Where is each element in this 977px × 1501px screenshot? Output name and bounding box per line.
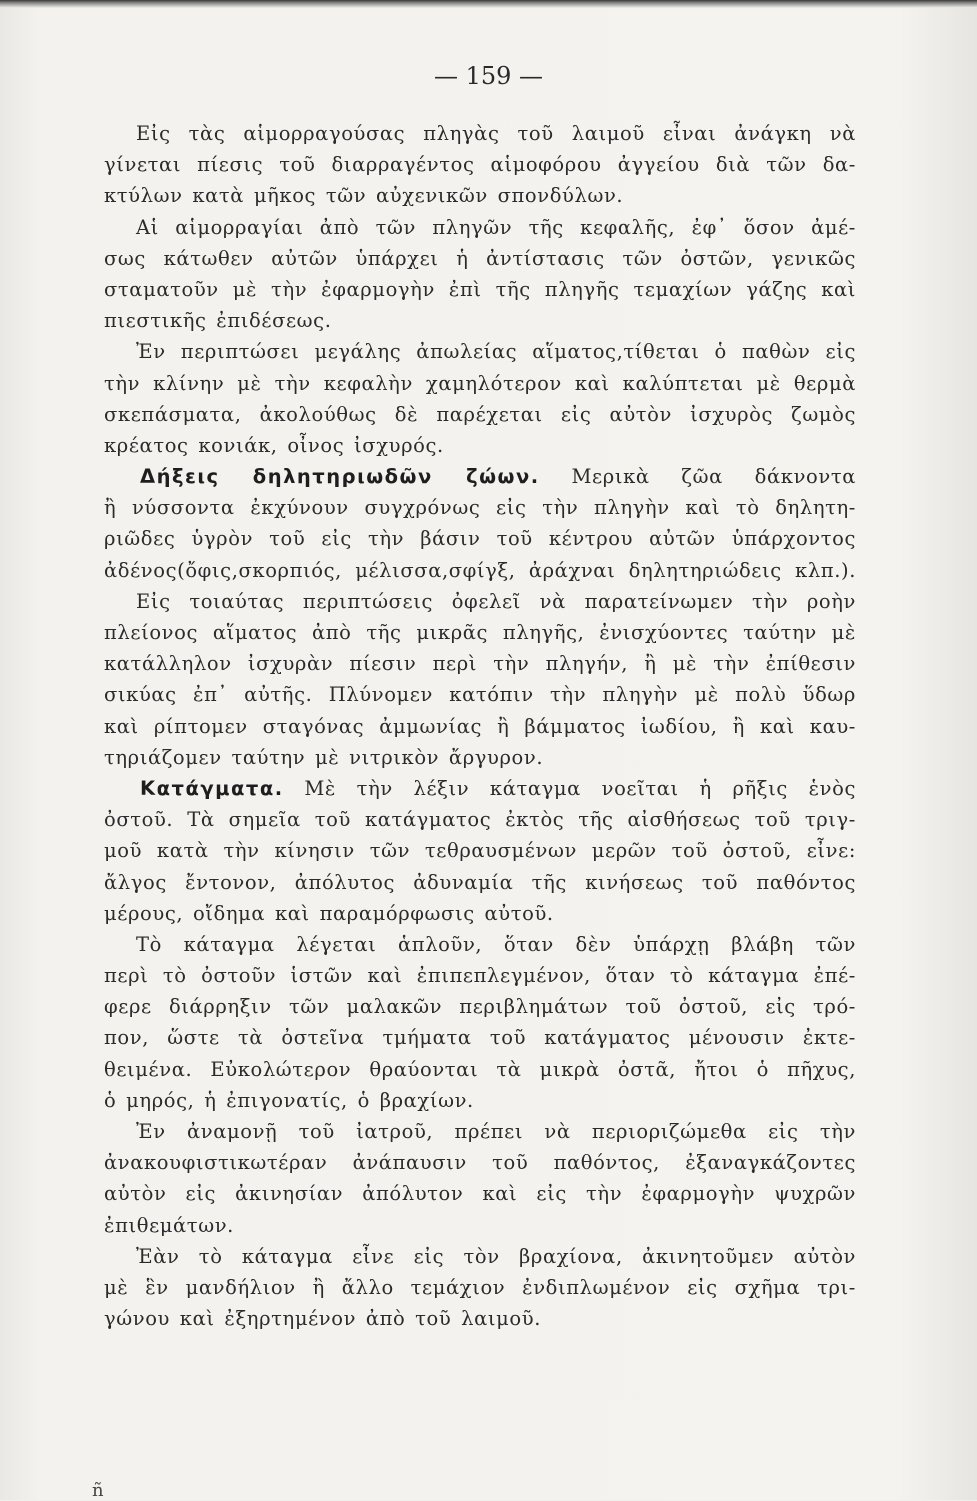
text-line: κτύλων κατὰ μῆκος τῶν αὐχενικῶν σπονδύλων. bbox=[104, 184, 624, 208]
text-line: σκεπάσματα, ἀκολούθως δὲ παρέχεται εἰς αὐτὸν ἰσχυρὸς ζωμὸς bbox=[104, 402, 856, 426]
text-line: κρέατος κονιάκ, οἶνος ἰσχυρός. bbox=[104, 433, 444, 457]
text-line: ριῶδες ὑγρὸν τοῦ εἰς τὴν βάσιν τοῦ κέντρου αὐτῶν ὑπάρχοντος bbox=[104, 527, 856, 551]
text-line: Ἐν ἀναμονῇ τοῦ ἰατροῦ, πρέπει νὰ περιοριζώμεθα εἰς τὴν bbox=[136, 1120, 856, 1143]
section-heading-bites: Δήξεις δηλητηριωδῶν ζώων. bbox=[140, 465, 540, 489]
text-line: πιεστικῆς ἐπιδέσεως. bbox=[104, 309, 332, 333]
text-line: γίνεται πίεσις τοῦ διαρραγέντος αἱμοφόρου ἀγγείου διὰ τῶν δα- bbox=[104, 153, 856, 177]
text-line: περὶ τὸ ὀστοῦν ἱστῶν καὶ ἐπιπεπλεγμένον, ὅταν τὸ κάταγμα ἐπέ- bbox=[104, 964, 856, 988]
heading-line bbox=[104, 773, 856, 804]
text-line: μὲ ἓν μανδήλιον ἢ ἄλλο τεμάχιον ἐνδιπλωμένον εἰς σχῆμα τρι- bbox=[104, 1275, 856, 1299]
text-run: Μὲ τὴν λέξιν κάταγμα νοεῖται ἡ ρῆξις ἑνὸς bbox=[304, 776, 856, 800]
footer-mark: ñ bbox=[92, 1480, 104, 1501]
text-line: φερε διάρρηξιν τῶν μαλακῶν περιβλημάτων τοῦ ὀστοῦ, εἰς τρό- bbox=[104, 995, 856, 1019]
text-line: ἀδένος(ὄφις,σκορπιός, μέλισσα,σφίγξ, ἀράχναι δηλητηριώδεις κλπ.). bbox=[104, 558, 856, 582]
body-text bbox=[104, 118, 856, 1334]
text-line: μοῦ κατὰ τὴν κίνησιν τῶν τεθραυσμένων μερῶν τοῦ ὀστοῦ, εἶνε: bbox=[104, 839, 856, 863]
page-number: — 159 — bbox=[433, 62, 544, 90]
text-line: ἀνακουφιστικωτέραν ἀνάπαυσιν τοῦ παθόντος, ἐξαναγκάζοντες bbox=[104, 1151, 856, 1175]
text-line: Αἱ αἱμορραγίαι ἀπὸ τῶν πληγῶν τῆς κεφαλῆς, ἐφ᾽ ὅσον ἀμέ- bbox=[136, 215, 856, 239]
text-line: Τὸ κάταγμα λέγεται ἁπλοῦν, ὅταν δὲν ὑπάρχῃ βλάβη τῶν bbox=[136, 932, 856, 956]
text-line: θειμένα. Εὐκολώτερον θραύονται τὰ μικρὰ ὀστᾶ, ἤτοι ὁ πῆχυς, bbox=[104, 1057, 856, 1081]
page-top-edge bbox=[0, 0, 977, 8]
text-line: αὐτὸν εἰς ἀκινησίαν ἀπόλυτον καὶ εἰς τὴν ἐφαρμογὴν ψυχρῶν bbox=[104, 1182, 856, 1206]
text-line: Εἰς τὰς αἱμορραγούσας πληγὰς τοῦ λαιμοῦ εἶναι ἀνάγκη νὰ bbox=[136, 122, 856, 145]
text-line: ἐπιθεμάτων. bbox=[104, 1213, 234, 1237]
text-line: Ἐν περιπτώσει μεγάλης ἀπωλείας αἵματος,τίθεται ὁ παθὼν εἰς bbox=[136, 340, 856, 364]
heading-line bbox=[104, 461, 856, 492]
section-heading-fractures: Κατάγματα. bbox=[140, 776, 284, 800]
text-line: ὀστοῦ. Τὰ σημεῖα τοῦ κατάγματος ἐκτὸς τῆς αἰσθήσεως τοῦ τριγ- bbox=[104, 808, 856, 832]
text-line: ἄλγος ἔντονον, ἀπόλυτος ἀδυναμία τῆς κινήσεως τοῦ παθόντος bbox=[104, 870, 856, 894]
text-line: γώνου καὶ ἐξηρτημένον ἀπὸ τοῦ λαιμοῦ. bbox=[104, 1307, 541, 1331]
text-line: καὶ ρίπτομεν σταγόνας ἀμμωνίας ἢ βάμματος ἰωδίου, ἢ καὶ καυ- bbox=[104, 714, 856, 738]
text-line: κατάλληλον ἰσχυρὰν πίεσιν περὶ τὴν πληγήν, ἢ μὲ τὴν ἐπίθεσιν bbox=[104, 652, 856, 676]
text-line: μέρους, οἴδημα καὶ παραμόρφωσις αὐτοῦ. bbox=[104, 901, 554, 925]
text-line: Ἐὰν τὸ κάταγμα εἶνε εἰς τὸν βραχίονα, ἀκινητοῦμεν αὐτὸν bbox=[136, 1244, 856, 1268]
text-line: τηριάζομεν ταύτην μὲ νιτρικὸν ἄργυρον. bbox=[104, 745, 544, 769]
text-line: σως κάτωθεν αὐτῶν ὑπάρχει ἡ ἀντίστασις τῶν ὀστῶν, γενικῶς bbox=[104, 246, 856, 270]
text-line: ἢ νύσσοντα ἐκχύνουν συγχρόνως εἰς τὴν πληγὴν καὶ τὸ δηλητη- bbox=[104, 496, 856, 520]
text-line: Εἰς τοιαύτας περιπτώσεις ὀφελεῖ νὰ παρατείνωμεν τὴν ροὴν bbox=[136, 589, 856, 613]
text-run: Μερικὰ ζῶα δάκνοντα bbox=[571, 465, 856, 489]
text-line: πον, ὥστε τὰ ὀστεῖνα τμήματα τοῦ κατάγματος μένουσιν ἐκτε- bbox=[104, 1026, 856, 1050]
text-line: τὴν κλίνην μὲ τὴν κεφαλὴν χαμηλότερον καὶ καλύπτεται μὲ θερμὰ bbox=[104, 371, 856, 395]
text-line: ὁ μηρός, ἡ ἐπιγονατίς, ὁ βραχίων. bbox=[104, 1088, 474, 1112]
text-line: σικύας ἐπ᾽ αὐτῆς. Πλύνομεν κατόπιν τὴν πληγὴν μὲ πολὺ ὕδωρ bbox=[104, 683, 856, 707]
text-line: σταματοῦν μὲ τὴν ἐφαρμογὴν ἐπὶ τῆς πληγῆς τεμαχίων γάζης καὶ bbox=[104, 277, 856, 301]
text-line: πλείονος αἵματος ἀπὸ τῆς μικρᾶς πληγῆς, ἐνισχύοντες ταύτην μὲ bbox=[104, 621, 856, 644]
